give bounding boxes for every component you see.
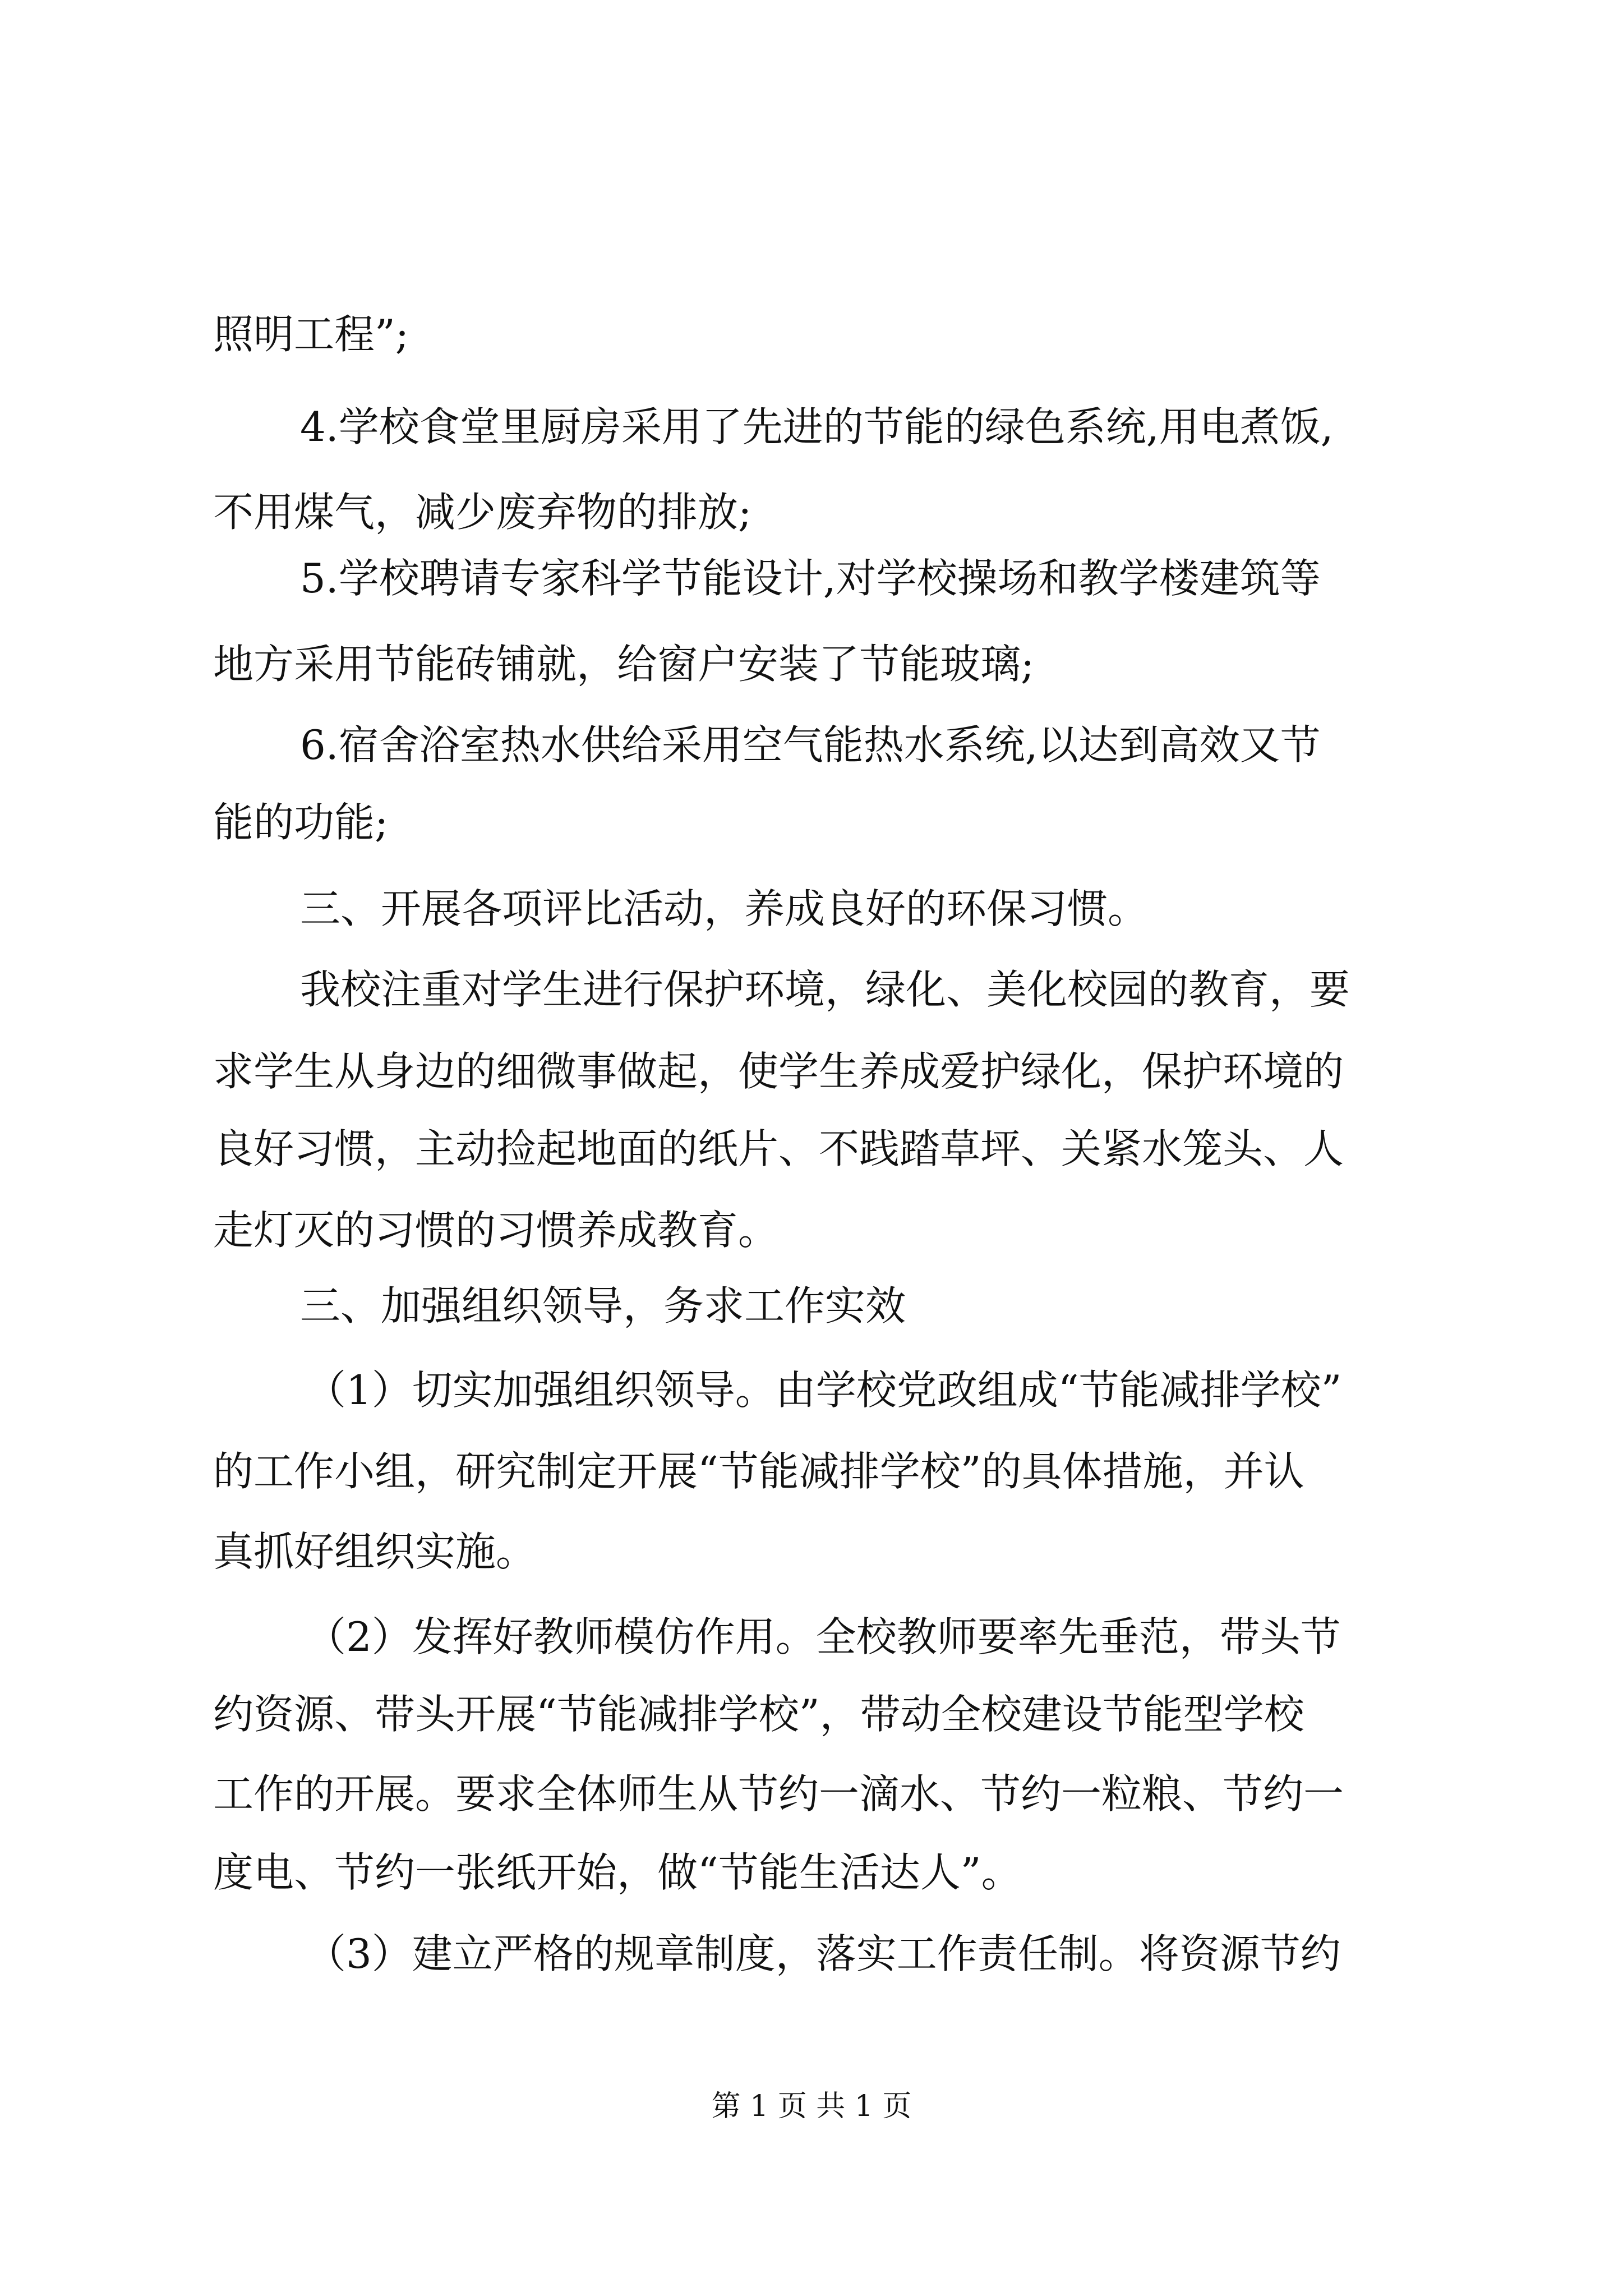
text-line-4: 5.学校聘请专家科学节能设计,对学校操场和教学楼建筑等 (300, 555, 1321, 602)
text-line-16: 真抓好组织实施。 (213, 1528, 537, 1575)
text-line-5: 地方采用节能砖铺就，给窗户安装了节能玻璃; (213, 641, 1035, 688)
text-line-7: 能的功能; (213, 799, 389, 846)
text-line-11: 良好习惯，主动捡起地面的纸片、不践踏草坪、关紧水笼头、人 (213, 1125, 1344, 1172)
text-line-17: （2）发挥好教师模仿作用。全校教师要率先垂范，带头节 (306, 1613, 1341, 1660)
text-line-20: 度电、节约一张纸开始，做“节能生活达人”。 (213, 1849, 1022, 1896)
text-line-9: 我校注重对学生进行保护环境，绿化、美化校园的教育，要 (300, 966, 1350, 1013)
text-line-21: （3）建立严格的规章制度，落实工作责任制。将资源节约 (306, 1930, 1341, 1977)
text-line-19: 工作的开展。要求全体师生从节约一滴水、节约一粒粮、节约一 (213, 1770, 1344, 1818)
text-line-14: （1）切实加强组织领导。由学校党政组成“节能减排学校” (306, 1366, 1342, 1414)
text-line-1: 照明工程”; (213, 311, 409, 358)
page-footer: 第 1 页 共 1 页 (711, 2090, 912, 2123)
text-line-13: 三、加强组织领导，务求工作实效 (300, 1282, 906, 1329)
text-line-2: 4.学校食堂里厨房采用了先进的节能的绿色系统,用电煮饭, (300, 403, 1334, 450)
text-line-18: 约资源、带头开展“节能减排学校”，带动全校建设节能型学校 (213, 1691, 1304, 1738)
text-line-10: 求学生从身边的细微事做起，使学生养成爱护绿化，保护环境的 (213, 1048, 1344, 1095)
text-line-3: 不用煤气，减少废弃物的排放; (213, 489, 752, 536)
text-line-6: 6.宿舍浴室热水供给采用空气能热水系统,以达到高效又节 (300, 721, 1321, 769)
text-line-15: 的工作小组，研究制定开展“节能减排学校”的具体措施，并认 (213, 1448, 1304, 1495)
text-line-12: 走灯灭的习惯的习惯养成教育。 (213, 1207, 779, 1254)
text-line-8: 三、开展各项评比活动，养成良好的环保习惯。 (300, 885, 1149, 932)
